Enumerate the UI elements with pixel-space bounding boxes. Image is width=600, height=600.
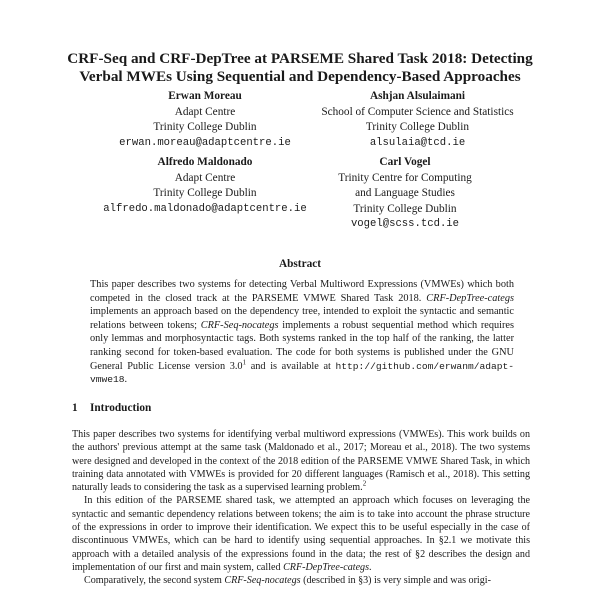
paragraph-text: In this edition of the PARSEME shared task, we attempted an approach which focuses on leveraging the syntactic and semantic dependency relations between tokens; the aim is to take into account the phrase structure of the expressions in order to improve their identification. We expect this to be useful especially in the case of discontinuous VMWEs, which can be hard to identify using sequential approaches. In §2.1 we motivate this approach with a detailed analysis of the expressions found in the data; the rest of §2 describes the design and implementation of our first and main system, called: [72, 495, 530, 573]
section-title: Introduction: [90, 402, 152, 414]
footnote-marker: 2: [362, 479, 367, 488]
author-name: Carl Vogel: [379, 156, 431, 168]
author-affiliation: Adapt Centre: [174, 171, 236, 184]
author-email: erwan.moreau@adaptcentre.ie: [119, 136, 291, 149]
system-name: CRF-Seq-nocategs: [224, 575, 301, 587]
author-affiliation: Trinity Centre for Computing: [338, 171, 472, 184]
author-affiliation: Adapt Centre: [174, 105, 236, 118]
paper-title: [40, 50, 560, 86]
author-block-vogel: [310, 155, 500, 233]
title-line-2: Verbal MWEs Using Sequential and Dependency-Based Approaches: [79, 68, 521, 85]
system-name: CRF-DepTree-categs: [426, 292, 514, 304]
author-affiliation: School of Computer Science and Statistics: [321, 105, 514, 118]
abstract-text: implements a robust sequential method which requires only lemmas and morphosyntactic tags. Both systems ranked in the top half of the ranking, the latter ranking second for token-based evaluation. The code for both systems is published under the GNU General Public License version 3.0: [90, 319, 514, 372]
author-email: alfredo.maldonado@adaptcentre.ie: [103, 202, 307, 215]
system-name: CRF-DepTree-categs: [283, 561, 370, 573]
author-block-moreau: [85, 89, 325, 151]
paragraph: [72, 574, 530, 587]
abstract-body: [90, 278, 514, 387]
author-name: Alfredo Maldonado: [157, 156, 253, 168]
section-heading: [72, 402, 151, 414]
author-name: Erwan Moreau: [168, 90, 242, 102]
section-number: 1: [72, 402, 78, 414]
author-email: vogel@scss.tcd.ie: [350, 218, 460, 230]
title-line-1: CRF-Seq and CRF-DepTree at PARSEME Shared Task 2018: Detecting: [67, 50, 533, 67]
paragraph-text: (described in §3) is very simple and was origi-: [300, 575, 491, 587]
author-block-alsulaimani: [290, 89, 545, 151]
abstract-heading: Abstract: [278, 258, 322, 270]
footnote-marker: 1: [242, 358, 247, 367]
code-url-link[interactable]: http://github.com/erwanm/adapt-vmwe18: [90, 360, 515, 386]
abstract-text: and is available at: [246, 360, 336, 372]
author-affiliation: Trinity College Dublin: [365, 121, 470, 133]
author-block-maldonado: [70, 155, 340, 217]
paragraph-text: Comparatively, the second system: [84, 575, 225, 587]
author-affiliation: Trinity College Dublin: [153, 121, 257, 133]
paragraph: [72, 428, 530, 494]
author-name: Ashjan Alsulaimani: [369, 90, 466, 102]
abstract-text: implements an approach based on the dependency tree, intended to exploit the syntactic and semantic relations between tokens;: [90, 306, 514, 331]
abstract-text: This paper describes two systems for detecting Verbal Multiword Expressions (VMWEs) which both competed in the closed track at the PARSEME VMWE Shared Task 2018.: [90, 279, 514, 304]
introduction-body: [72, 428, 530, 588]
author-email: alsulaia@tcd.ie: [369, 136, 466, 149]
abstract-text: .: [124, 374, 128, 386]
author-affiliation: Trinity College Dublin: [153, 187, 257, 199]
author-affiliation: and Language Studies: [355, 187, 455, 199]
paragraph: [72, 494, 530, 574]
paragraph-text: This paper describes two systems for identifying verbal multiword expressions (VMWEs). This work builds on the authors' previous attempt at the same task (Maldonado et al., 2017; Moreau et al., 2018). The two systems were designed and developed in the context of the 2018 edition of the PARSEME VMWE Shared Task, in which training data annotated with VMWEs is provided for 20 different languages (Ramisch et al., 2018). This setting naturally leads to considering the task as a supervised learning problem.: [72, 429, 530, 494]
paragraph-text: .: [369, 561, 372, 573]
system-name: CRF-Seq-nocategs: [200, 319, 279, 331]
author-affiliation: Trinity College Dublin: [353, 202, 457, 215]
